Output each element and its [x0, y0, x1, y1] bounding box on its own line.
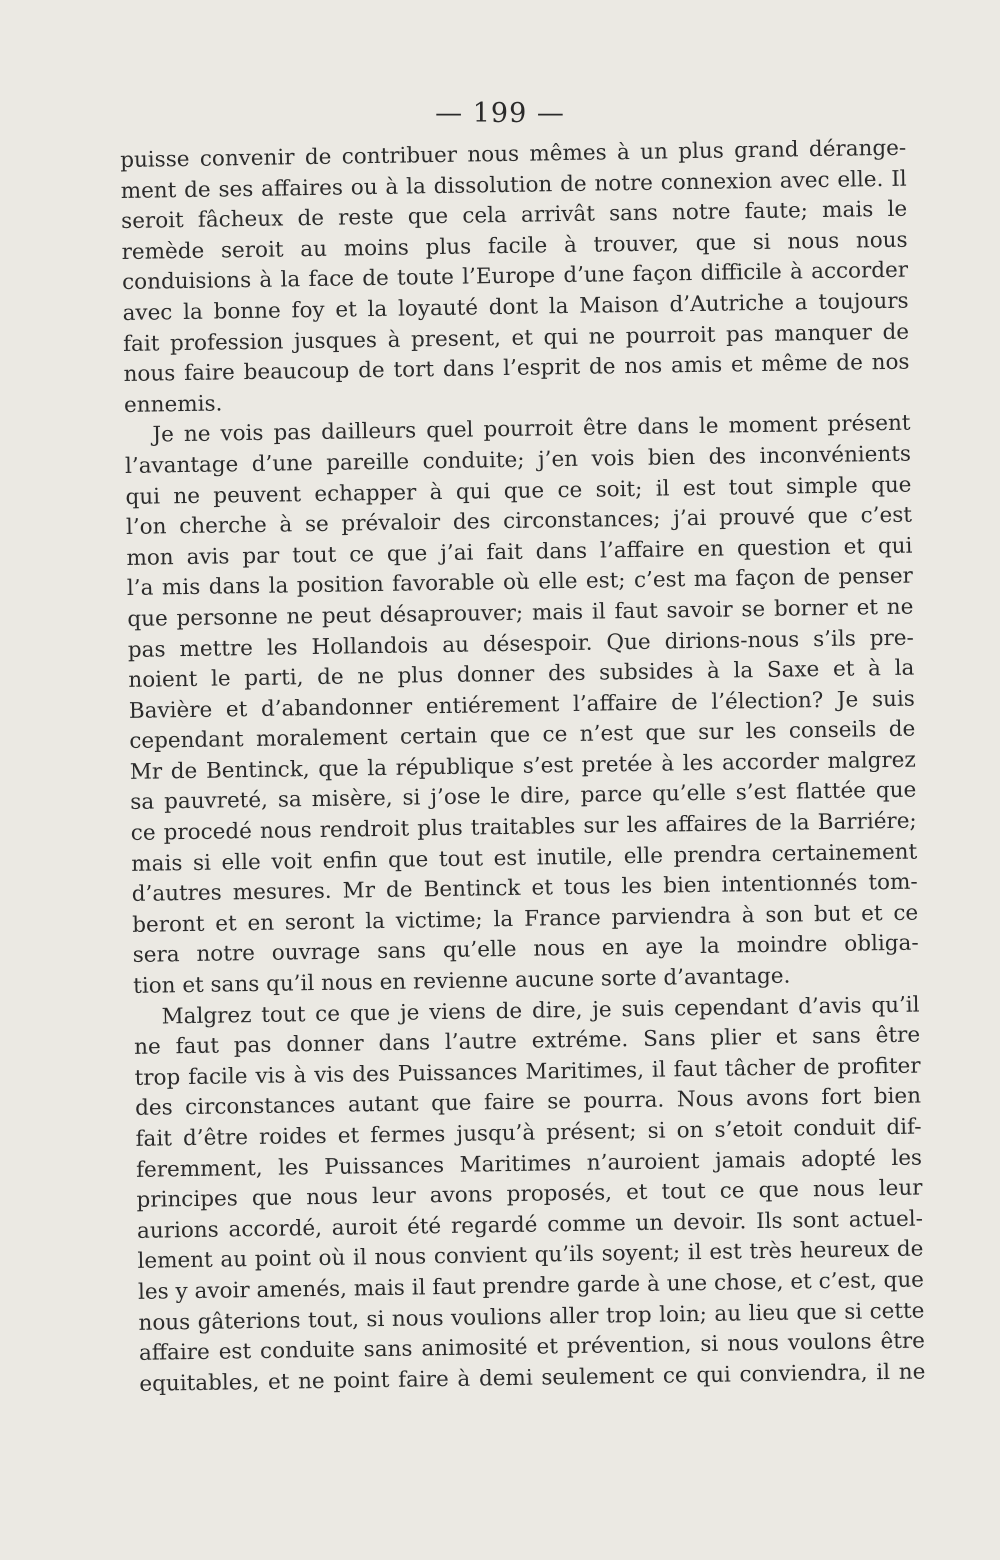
text-line: affaire est conduite sans animosité et prévention, si nous voulons être [138, 1328, 926, 1367]
text-line: des circonstances autant que faire se pourra. Nous avons fort bien [134, 1083, 922, 1122]
text-line: les y avoir amenés, mais il faut prendre garde à une chose, et c’est, que [137, 1267, 925, 1305]
text-line: remède seroit au moins plus facile à trouver, que si nous nous [121, 227, 908, 265]
text-line: seroit fâcheux de reste que cela arrivât sans notre faute; mais le [120, 196, 908, 235]
text-line: noient le parti, de ne plus donner des subsides à la Saxe et à la [128, 655, 915, 694]
text-line: nous faire beaucoup de tort dans l’esprit de nos amis et même de nos [123, 349, 910, 388]
body-text [120, 134, 926, 1401]
text-line: ment de ses affaires ou à la dissolution de notre connexion avec elle. Il [120, 166, 907, 204]
text-line: sera notre ouvrage sans qu’elle nous en aye la moindre obliga- [132, 930, 919, 969]
text-line: ennemis. [123, 391, 223, 418]
text-line: Malgrez tout ce que je viens de dire, je suis cependant d’avis qu’il [161, 992, 920, 1030]
text-line: aurions accordé, auroit été regardé comme un devoir. Ils sont actuel- [136, 1206, 924, 1244]
text-line: sa pauvreté, sa misère, si j’ose le dire, parce qu’elle s’est flattée que [130, 778, 917, 816]
text-line: ne faut pas donner dans l’autre extréme. Sans plier et sans être [133, 1022, 921, 1061]
text-line: l’a mis dans la position favorable où elle est; c’est ma façon de penser [126, 563, 914, 602]
text-line: feremment, les Puissances Maritimes n’auroient jamais adopté les [135, 1145, 923, 1183]
text-line: ce procedé nous rendroit plus traitables sur les affaires de la Barriére; [130, 808, 917, 846]
text-line: fait d’être roides et fermes jusqu’à présent; si on s’etoit conduit dif- [135, 1114, 922, 1152]
text-line: trop facile vis à vis des Puissances Maritimes, il faut tâcher de profiter [134, 1053, 921, 1091]
text-line: l’on cherche à se prévaloir des circonstances; j’ai prouvé que c’est [125, 502, 913, 541]
text-line: Mr de Bentinck, que la république s’est pretée à les accorder malgrez [129, 747, 916, 785]
text-line: Je ne vois pas dailleurs quel pourroit être dans le moment présent [152, 410, 911, 448]
text-line: Bavière et d’abandonner entiérement l’affaire de l’élection? Je suis [128, 686, 915, 724]
text-line: cependant moralement certain que ce n’est que sur les conseils de [129, 716, 916, 755]
page-number: — 199 — [435, 98, 565, 129]
text-line: lement au point où il nous convient qu’ils soyent; il est très heureux de [137, 1236, 924, 1275]
text-line: conduisions à la face de toute l’Europe d’une façon difficile à accorder [121, 258, 909, 296]
text-line: principes que nous leur avons proposés, et tout ce que nous leur [136, 1175, 923, 1214]
text-line: mon avis par tout ce que j’ai fait dans l’affaire en question et qui [126, 533, 913, 571]
text-line: d’autres mesures. Mr de Bentinck et tous les bien intentionnés tom- [131, 869, 918, 908]
text-line: tion et sans qu’il nous en revienne aucune sorte d’avantage. [133, 963, 791, 999]
text-line: fait profession jusques à present, et qui ne pourroit pas manquer de [122, 319, 910, 357]
text-line: avec la bonne foy et la loyauté dont la Maison d’Autriche a toujours [122, 288, 909, 326]
text-line: puisse convenir de contribuer nous mêmes à un plus grand dérange- [120, 135, 907, 173]
text-line: l’avantage d’une pareille conduite; j’en vois bien des inconvénients [124, 441, 912, 479]
text-line: mais si elle voit enfin que tout est inutile, elle prendra certainement [131, 839, 918, 877]
text-line: beront et en seront la victime; la France parviendra à son but et ce [132, 900, 919, 938]
text-line: que personne ne peut désaprouver; mais il faut savoir se borner et ne [127, 594, 914, 632]
text-line: pas mettre les Hollandois au désespoir. Que dirions-nous s’ils pre- [127, 625, 915, 663]
text-line: qui ne peuvent echapper à qui que ce soit; il est tout simple que [125, 472, 912, 510]
text-line: equitables, et ne point faire à demi seulement ce qui conviendra, il ne [139, 1359, 926, 1397]
text-line: nous gâterions tout, si nous voulions aller trop loin; au lieu que si cette [138, 1298, 925, 1336]
